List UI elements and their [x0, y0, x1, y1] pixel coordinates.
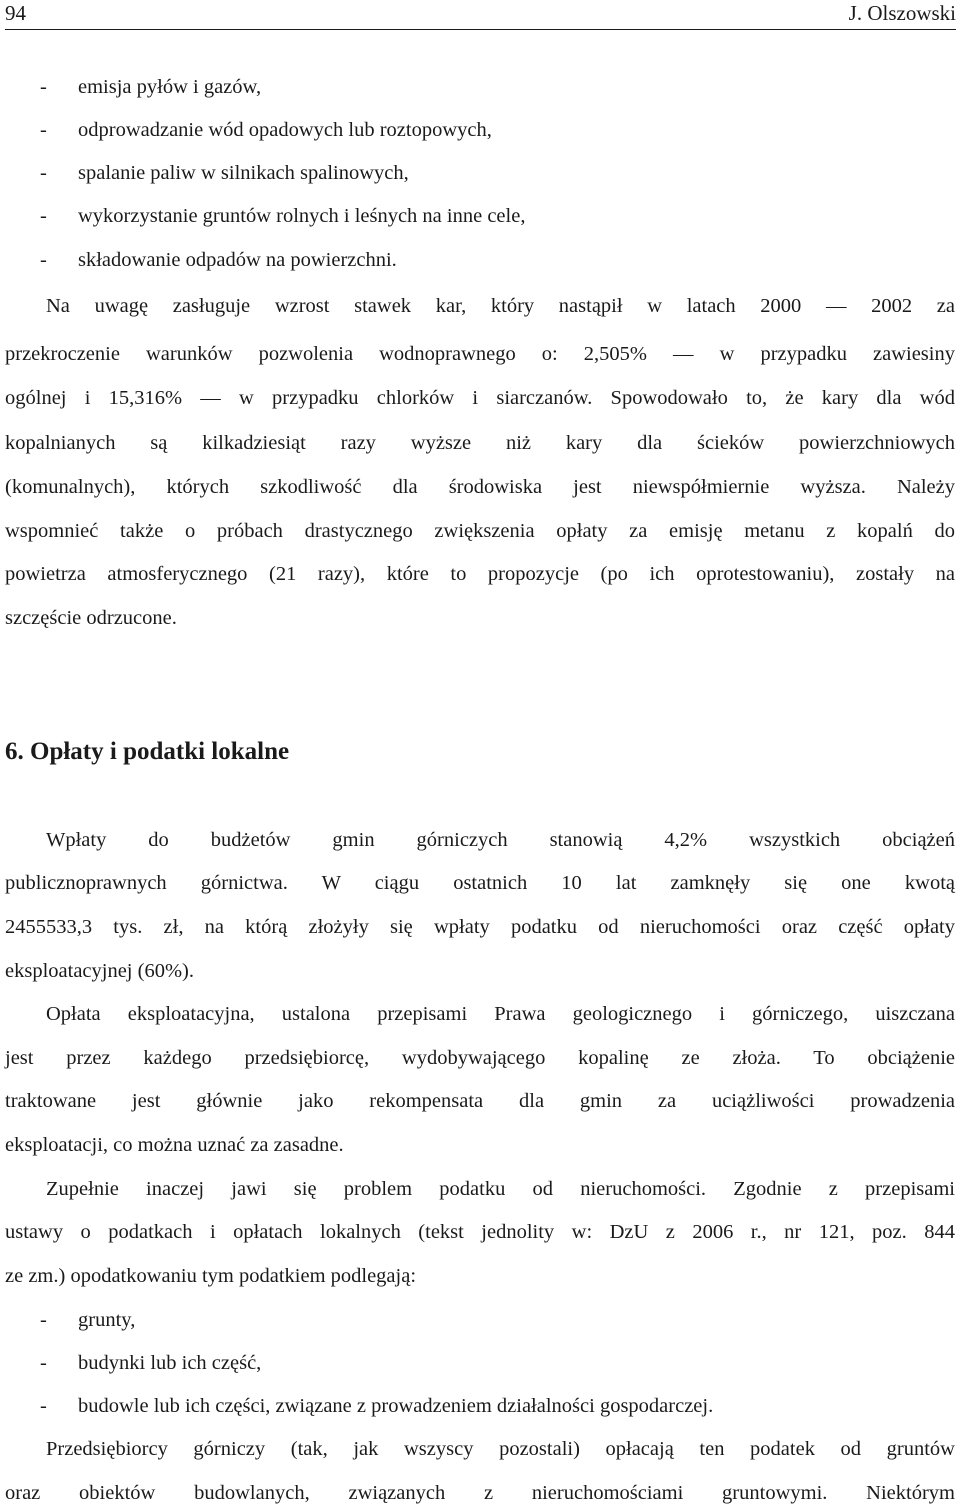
section-heading: 6. Opłaty i podatki lokalne	[5, 738, 290, 765]
running-header	[5, 0, 956, 30]
paragraph-line: Wpłaty do budżetów gmin górniczych stanowią 4,2% wszystkich obciążeń	[46, 829, 955, 851]
paragraph-line: ze zm.) opodatkowaniu tym podatkiem podlegają:	[5, 1265, 417, 1287]
list-item: - budowle lub ich części, związane z prowadzeniem działalności gospodarczej.	[5, 1391, 955, 1421]
list-item: - składowanie odpadów na powierzchni.	[5, 245, 955, 275]
bullet-marker: -	[40, 119, 47, 141]
list-item: - budynki lub ich część,	[5, 1348, 955, 1378]
paragraph-line: jest przez każdego przedsiębiorcę, wydobywającego kopalinę ze złoża. To obciążenie	[5, 1047, 955, 1069]
paragraph-line: ogólnej i 15,316% ― w przypadku chlorków i siarczanów. Spowodowało to, że kary dla wód	[5, 387, 955, 409]
bullet-marker: -	[40, 1352, 47, 1374]
paragraph-line: powietrza atmosferycznego (21 razy), które to propozycje (po ich oprotestowaniu), zostały na	[5, 563, 955, 585]
running-author: J. Olszowski	[848, 1, 956, 25]
list-item: - grunty,	[5, 1305, 955, 1335]
paragraph-line: wspomnieć także o próbach drastycznego zwiększenia opłaty za emisję metanu z kopalń do	[5, 520, 955, 542]
bullet-marker: -	[40, 1309, 47, 1331]
bullet-marker: -	[40, 162, 47, 184]
paragraph-line: oraz obiektów budowlanych, związanych z nieruchomościami gruntowymi. Niektórym	[5, 1482, 955, 1504]
paragraph-line: eksploatacji, co można uznać za zasadne.	[5, 1134, 344, 1156]
paragraph-line: Zupełnie inaczej jawi się problem podatku od nieruchomości. Zgodnie z przepisami	[46, 1178, 955, 1200]
paragraph-line: Przedsiębiorcy górniczy (tak, jak wszyscy pozostali) opłacają ten podatek od gruntów	[46, 1438, 955, 1460]
bullet-marker: -	[40, 76, 47, 98]
bullet-marker: -	[40, 205, 47, 227]
paragraph-line: eksploatacyjnej (60%).	[5, 960, 194, 982]
list-item: - spalanie paliw w silnikach spalinowych,	[5, 158, 955, 188]
paragraph-line: 2455533,3 tys. zł, na którą złożyły się wpłaty podatku od nieruchomości oraz część opłaty	[5, 916, 955, 938]
paragraph-line: Na uwagę zasługuje wzrost stawek kar, który nastąpił w latach 2000 ― 2002 za	[46, 295, 955, 317]
list-item: - odprowadzanie wód opadowych lub roztopowych,	[5, 115, 955, 145]
paragraph-line: ustawy o podatkach i opłatach lokalnych (tekst jednolity w: DzU z 2006 r., nr 121, poz. 844	[5, 1221, 955, 1243]
paragraph-line: Opłata eksploatacyjna, ustalona przepisami Prawa geologicznego i górniczego, uiszczana	[46, 1003, 955, 1025]
paragraph-line: (komunalnych), których szkodliwość dla środowiska jest niewspółmiernie wyższa. Należy	[5, 476, 955, 498]
paragraph-line: publicznoprawnych górnictwa. W ciągu ostatnich 10 lat zamknęły się one kwotą	[5, 872, 955, 894]
paragraph-line: przekroczenie warunków pozwolenia wodnoprawnego o: 2,505% ― w przypadku zawiesiny	[5, 343, 955, 365]
bullet-marker: -	[40, 249, 47, 271]
list-item: - wykorzystanie gruntów rolnych i leśnych na inne cele,	[5, 201, 955, 231]
list-item: - emisja pyłów i gazów,	[5, 72, 955, 102]
bullet-marker: -	[40, 1395, 47, 1417]
paragraph-line: traktowane jest głównie jako rekompensata dla gmin za uciążliwości prowadzenia	[5, 1090, 955, 1112]
paragraph-line: kopalnianych są kilkadziesiąt razy wyższe niż kary dla ścieków powierzchniowych	[5, 432, 955, 454]
paragraph-line: szczęście odrzucone.	[5, 607, 177, 629]
page-number: 94	[5, 1, 26, 25]
